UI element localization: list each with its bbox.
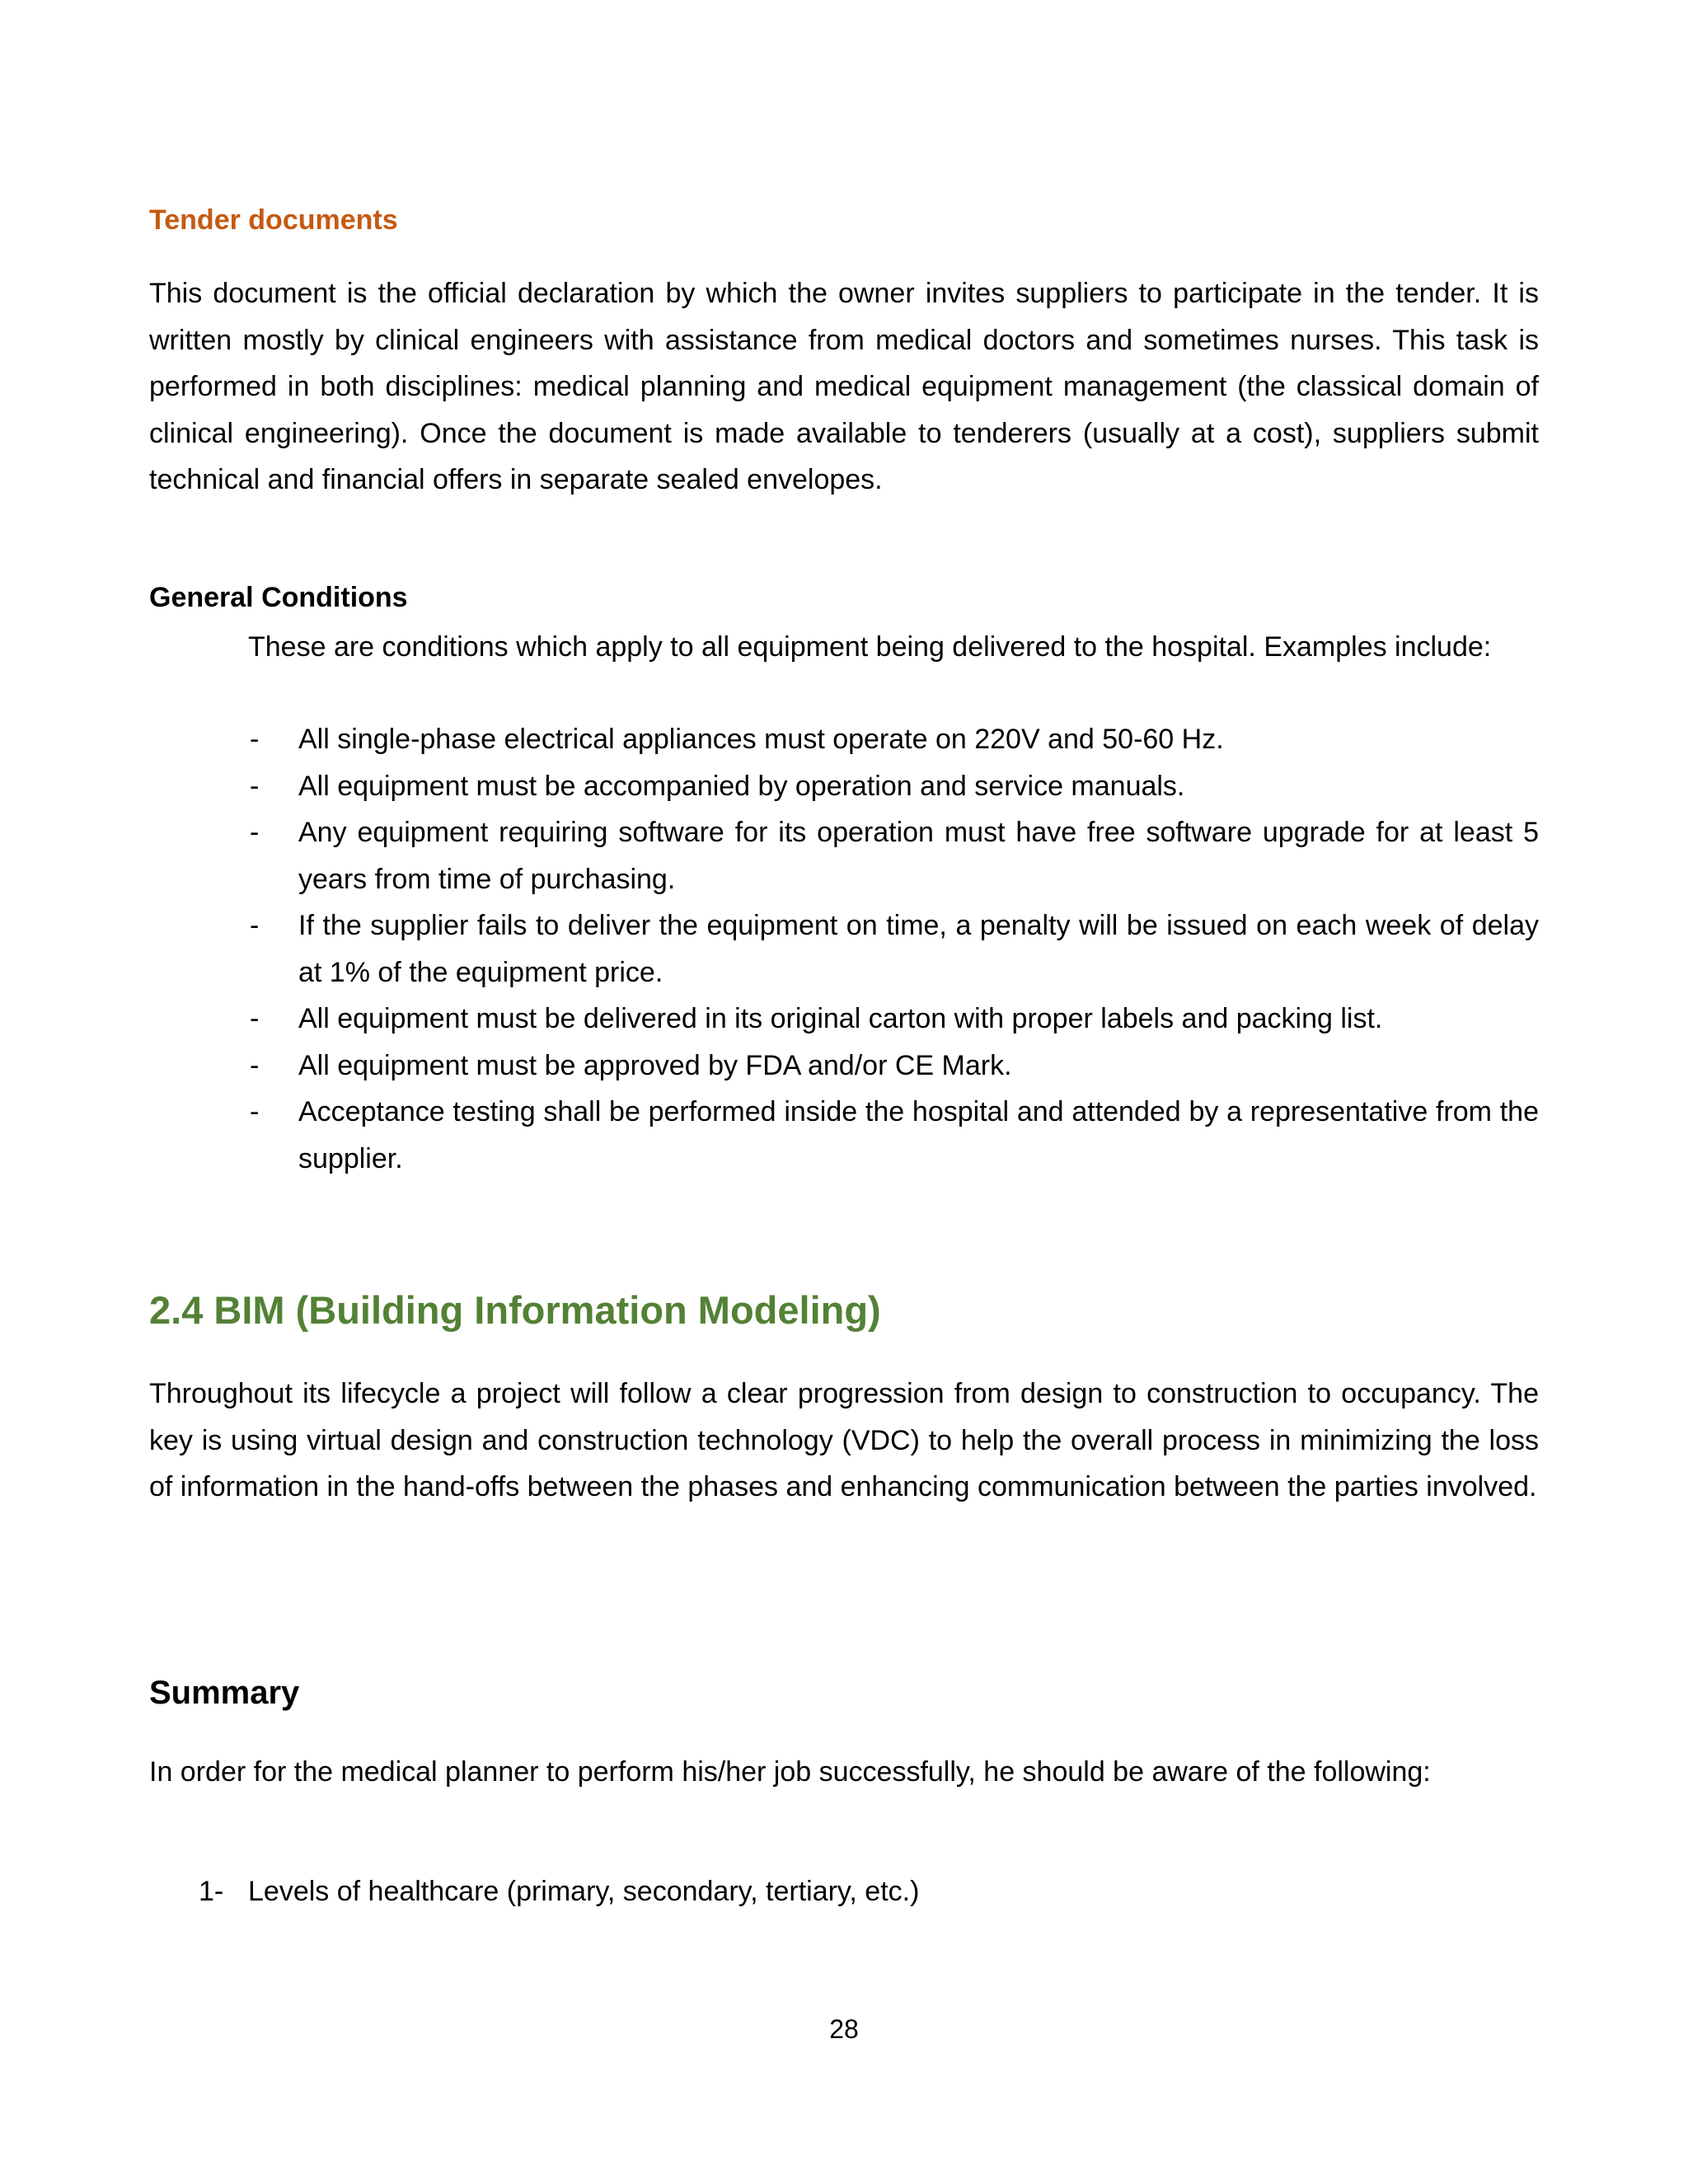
tender-documents-heading: Tender documents [149, 204, 398, 236]
bim-paragraph: Throughout its lifecycle a project will follow a clear progression from design to construction to occupancy. The key is using virtual design and construction technology (VDC) to help the overall process in minimizing the loss of information in the hand-offs between the phases and enhancing communication between the parties involved. [149, 1378, 1539, 1502]
general-conditions-list [248, 716, 1539, 1182]
list-item-text: All equipment must be delivered in its original carton with proper labels and packing list. [298, 1003, 1383, 1034]
list-item [248, 902, 1539, 996]
list-item [248, 763, 1539, 810]
list-item [248, 716, 1539, 763]
general-conditions-heading: General Conditions [149, 582, 408, 613]
list-item-text: If the supplier fails to deliver the equipment on time, a penalty will be issued on each week of delay at 1% of the equipment price. [298, 910, 1539, 988]
tender-documents-paragraph: This document is the official declaration by which the owner invites suppliers to participate in the tender. It is written mostly by clinical engineers with assistance from medical doctors and sometimes nurses. This task is performed in both disciplines: medical planning and medical equipment management (the classical domain of clinical engineering). Once the document is made available to tenderers (usually at a cost), suppliers submit technical and financial offers in separate sealed envelopes. [149, 278, 1539, 495]
bullet-dash: - [250, 910, 260, 941]
summary-heading: Summary [149, 1675, 300, 1711]
summary-list [199, 1868, 1517, 1915]
bullet-dash: - [250, 817, 260, 848]
list-item-text: Any equipment requiring software for its operation must have free software upgrade for at least 5 years from time of purchasing. [298, 817, 1539, 895]
bullet-dash: - [250, 1096, 260, 1127]
list-item [248, 996, 1539, 1043]
bim-section-heading: 2.4 BIM (Building Information Modeling) [149, 1288, 881, 1332]
bullet-dash: - [250, 1003, 260, 1034]
list-item-text: Acceptance testing shall be performed inside the hospital and attended by a representative from the supplier. [298, 1096, 1539, 1174]
list-item [248, 1089, 1539, 1182]
list-item-text: Levels of healthcare (primary, secondary, tertiary, etc.) [248, 1876, 920, 1907]
list-item [248, 1043, 1539, 1090]
summary-paragraph: In order for the medical planner to perform his/her job successfully, he should be aware of the following: [149, 1756, 1431, 1788]
general-conditions-intro: These are conditions which apply to all equipment being delivered to the hospital. Examples include: [248, 631, 1492, 663]
bullet-dash: - [250, 770, 260, 802]
list-item-number: 1- [199, 1876, 224, 1907]
list-item [248, 809, 1539, 902]
list-item [199, 1868, 1517, 1915]
list-item-text: All single-phase electrical appliances must operate on 220V and 50-60 Hz. [298, 724, 1224, 755]
list-item-text: All equipment must be approved by FDA and/or CE Mark. [298, 1049, 1012, 1081]
bullet-dash: - [250, 1049, 260, 1081]
list-item-text: All equipment must be accompanied by operation and service manuals. [298, 770, 1185, 802]
bullet-dash: - [250, 724, 260, 755]
page-number: 28 [829, 2014, 859, 2044]
